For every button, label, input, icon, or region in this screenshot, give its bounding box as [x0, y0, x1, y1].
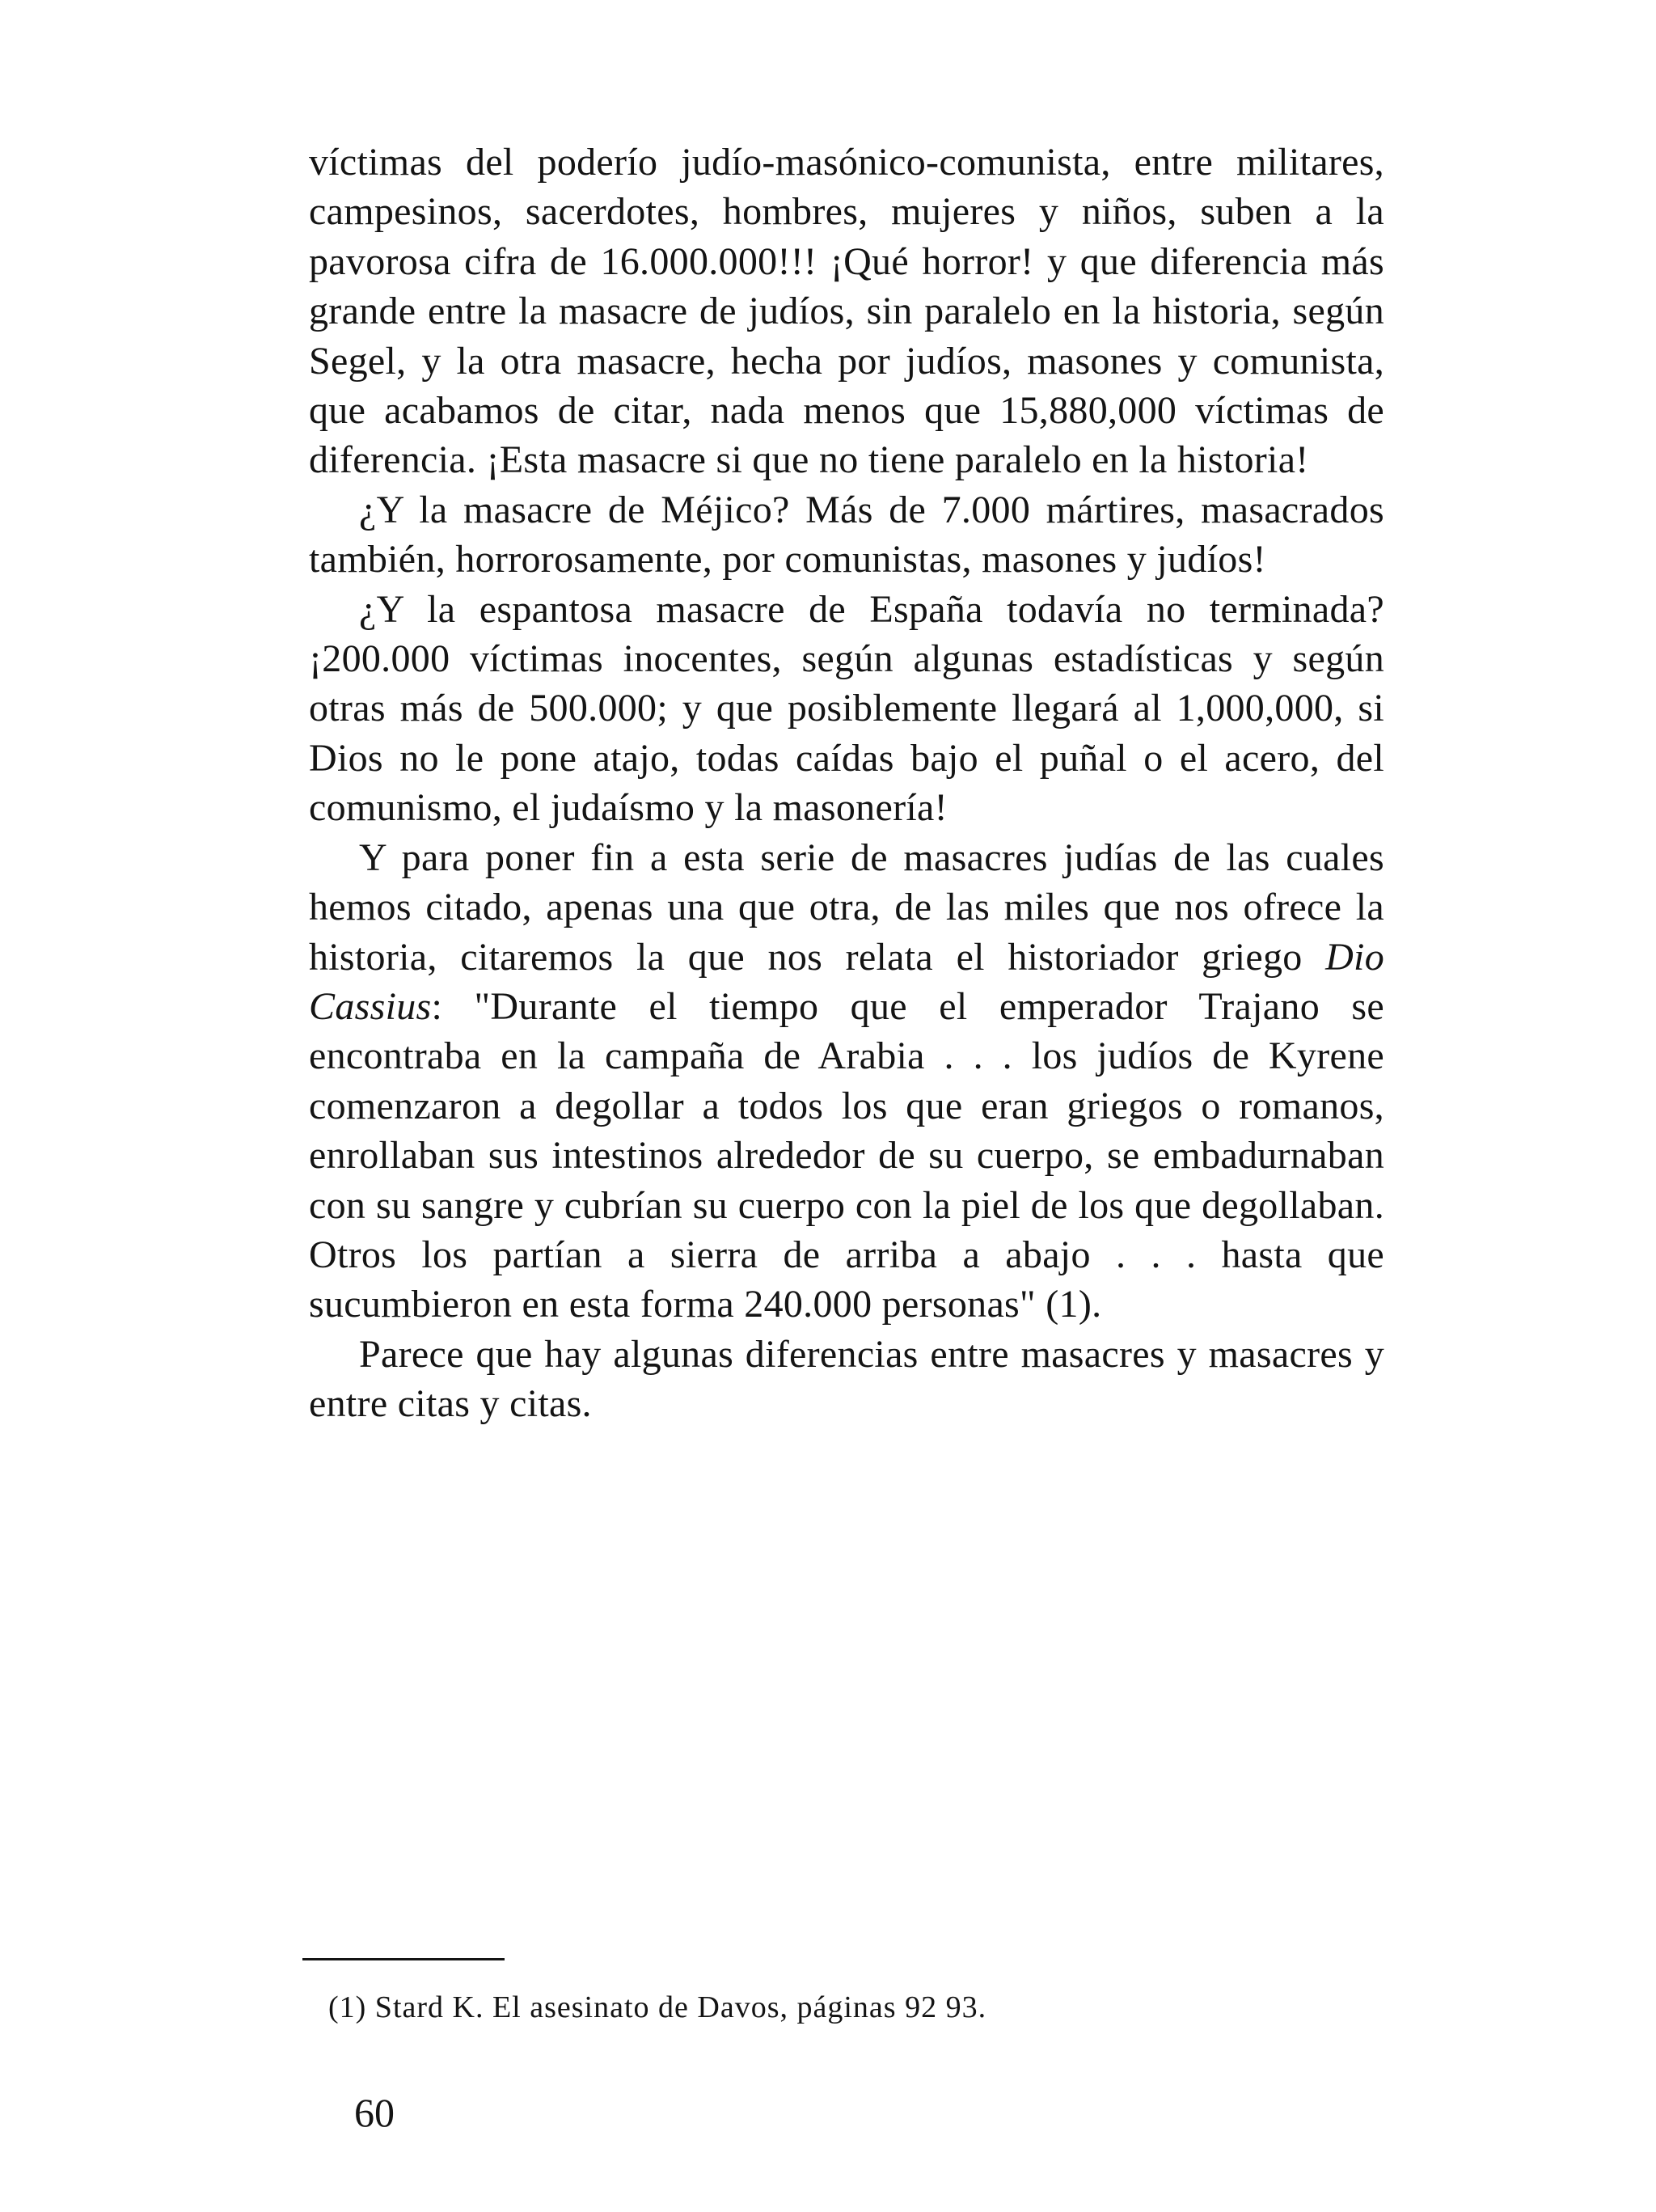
paragraph-4: [309, 833, 1384, 1330]
paragraph-4-text-after: : "Durante el tiempo que el emperador Trajano se encontraba en la campaña de Arabia . . . los judíos de Kyrene comenzaron a degollar a todos los que eran griegos o romanos, enrollaban sus intestinos alrededor de su cuerpo, se embadurnaban con su sangre y cubrían su cuerpo con la piel de los que degollaban. Otros los partían a sierra de arriba a abajo . . . hasta que sucumbieron en esta forma 240.000 personas" (1).: [309, 984, 1384, 1326]
body-text: [309, 137, 1384, 1429]
footnote-divider: [302, 1958, 505, 1960]
page-number: 60: [354, 2090, 395, 2135]
paragraph-1: víctimas del poderío judío-masónico-comunista, entre militares, campesinos, sacerdotes, hombres, mujeres y niños, suben a la pavorosa cifra de 16.000.000!!! ¡Qué horror! y que diferencia más grande entre la masacre de judíos, sin paralelo en la historia, según Segel, y la otra masacre, hecha por judíos, masones y comunista, que acabamos de citar, nada menos que 15,880,000 víctimas de diferencia. ¡Esta masacre si que no tiene paralelo en la historia!: [309, 141, 1384, 482]
paragraph-3: ¿Y la espantosa masacre de España todavía no terminada? ¡200.000 víctimas inocentes, según algunas estadísticas y según otras más de 500.000; y que posiblemente llegará al 1,000,000, si Dios no le pone atajo, todas caídas bajo el puñal o el acero, del comunismo, el judaísmo y la masonería!: [309, 587, 1384, 830]
paragraph-2: ¿Y la masacre de Méjico? Más de 7.000 mártires, masacrados también, horrorosamente, por comunistas, masones y judíos!: [309, 488, 1384, 582]
paragraph-4-text-before: Y para poner fin a esta serie de masacres judías de las cuales hemos citado, apenas una que otra, de las miles que nos ofrece la historia, citaremos la que nos relata el historiador griego: [309, 835, 1384, 979]
paragraph-5: Parece que hay algunas diferencias entre masacres y masacres y entre citas y citas.: [309, 1332, 1384, 1426]
footnote: (1) Stard K. El asesinato de Davos, páginas 92 93.: [328, 1990, 987, 2024]
cited-author: Dio Cassius: [309, 935, 1384, 1028]
